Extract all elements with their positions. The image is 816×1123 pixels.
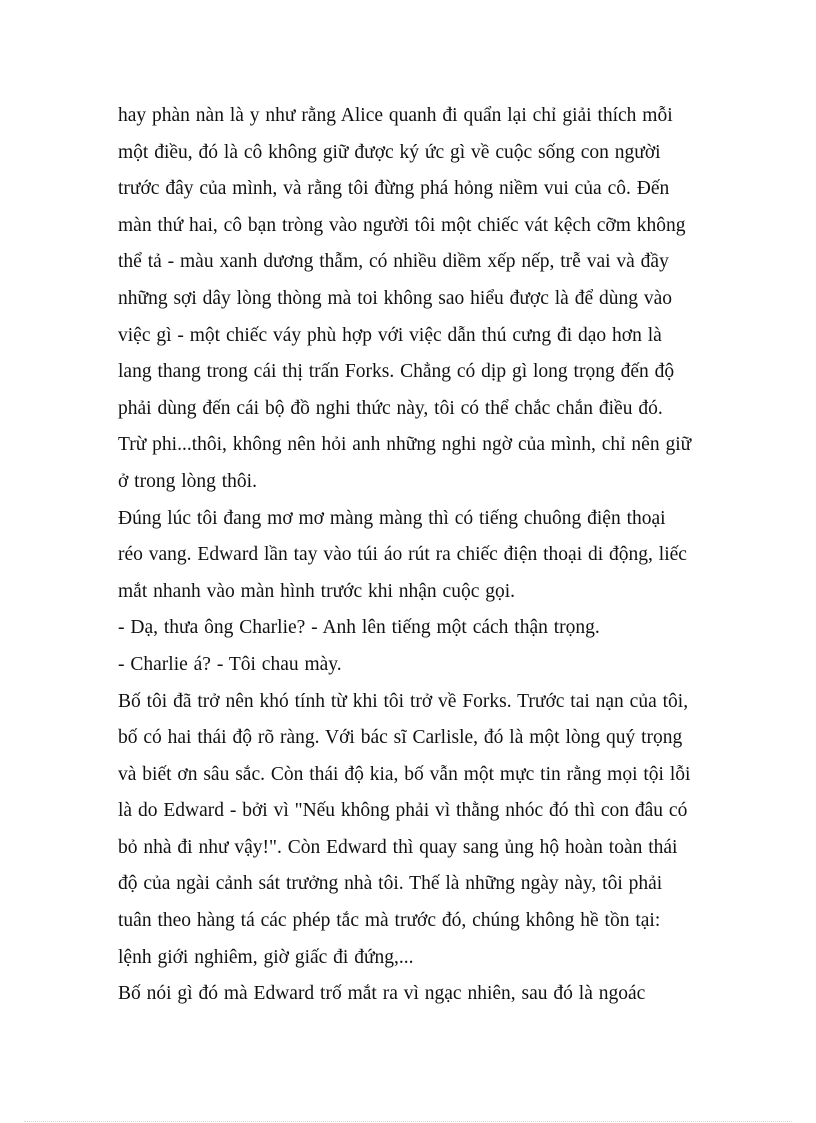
text-line: - Dạ, thưa ông Charlie? - Anh lên tiếng một cách thận trọng. <box>118 617 600 639</box>
text-line: - Charlie á? - Tôi chau mày. <box>118 653 342 675</box>
text-line: lang thang trong cái thị trấn Forks. Chẳng có dịp gì long trọng đến độ <box>118 361 675 383</box>
text-line: trước đây của mình, và rằng tôi đừng phá hỏng niềm vui của cô. Đến <box>118 178 670 200</box>
text-line: mắt nhanh vào màn hình trước khi nhận cuộc gọi. <box>118 580 516 602</box>
body-text <box>118 98 718 1013</box>
text-line: phải dùng đến cái bộ đồ nghi thức này, tôi có thể chắc chắn điều đó. <box>118 397 663 419</box>
text-line: bố có hai thái độ rõ ràng. Với bác sĩ Carlisle, đó là một lòng quý trọng <box>118 727 683 749</box>
text-line: bỏ nhà đi như vậy!". Còn Edward thì quay sang ủng hộ hoàn toàn thái <box>118 836 678 858</box>
text-line: ở trong lòng thôi. <box>118 470 257 492</box>
text-line: Bố tôi đã trở nên khó tính từ khi tôi trở về Forks. Trước tai nạn của tôi, <box>118 690 689 712</box>
text-line: màn thứ hai, cô bạn tròng vào người tôi một chiếc vát kệch cỡm không <box>118 214 686 236</box>
text-line: việc gì - một chiếc váy phù hợp với việc dẫn thú cưng đi dạo hơn là <box>118 324 662 346</box>
text-line: tuân theo hàng tá các phép tắc mà trước đó, chúng không hề tồn tại: <box>118 910 661 932</box>
text-line: độ của ngài cảnh sát trưởng nhà tôi. Thế là những ngày này, tôi phải <box>118 873 663 895</box>
text-line: lệnh giới nghiêm, giờ giấc đi đứng,... <box>118 946 414 968</box>
text-line: một điều, đó là cô không giữ được ký ức gì về cuộc sống con người <box>118 141 661 163</box>
text-line: hay phàn nàn là y như rằng Alice quanh đi quẩn lại chỉ giải thích mỗi <box>118 105 673 126</box>
text-line: những sợi dây lòng thòng mà toi không sao hiểu được là để dùng vào <box>118 287 673 309</box>
text-line: Bố nói gì đó mà Edward trố mắt ra vì ngạc nhiên, sau đó là ngoác <box>118 983 646 1005</box>
text-line: và biết ơn sâu sắc. Còn thái độ kia, bố vẫn một mực tin rằng mọi tội lỗi <box>118 763 691 785</box>
text-line: là do Edward - bởi vì "Nếu không phải vì thằng nhóc đó thì con đâu có <box>118 800 688 822</box>
text-line: thể tả - màu xanh dương thẫm, có nhiều diềm xếp nếp, trễ vai và đầy <box>118 251 669 273</box>
page-bottom-edge <box>24 1121 792 1122</box>
text-line: réo vang. Edward lần tay vào túi áo rút ra chiếc điện thoại di động, liếc <box>118 544 687 566</box>
text-line: Trừ phi...thôi, không nên hỏi anh những nghi ngờ của mình, chỉ nên giữ <box>118 434 692 456</box>
text-line: Đúng lúc tôi đang mơ mơ màng màng thì có tiếng chuông điện thoại <box>118 507 666 529</box>
